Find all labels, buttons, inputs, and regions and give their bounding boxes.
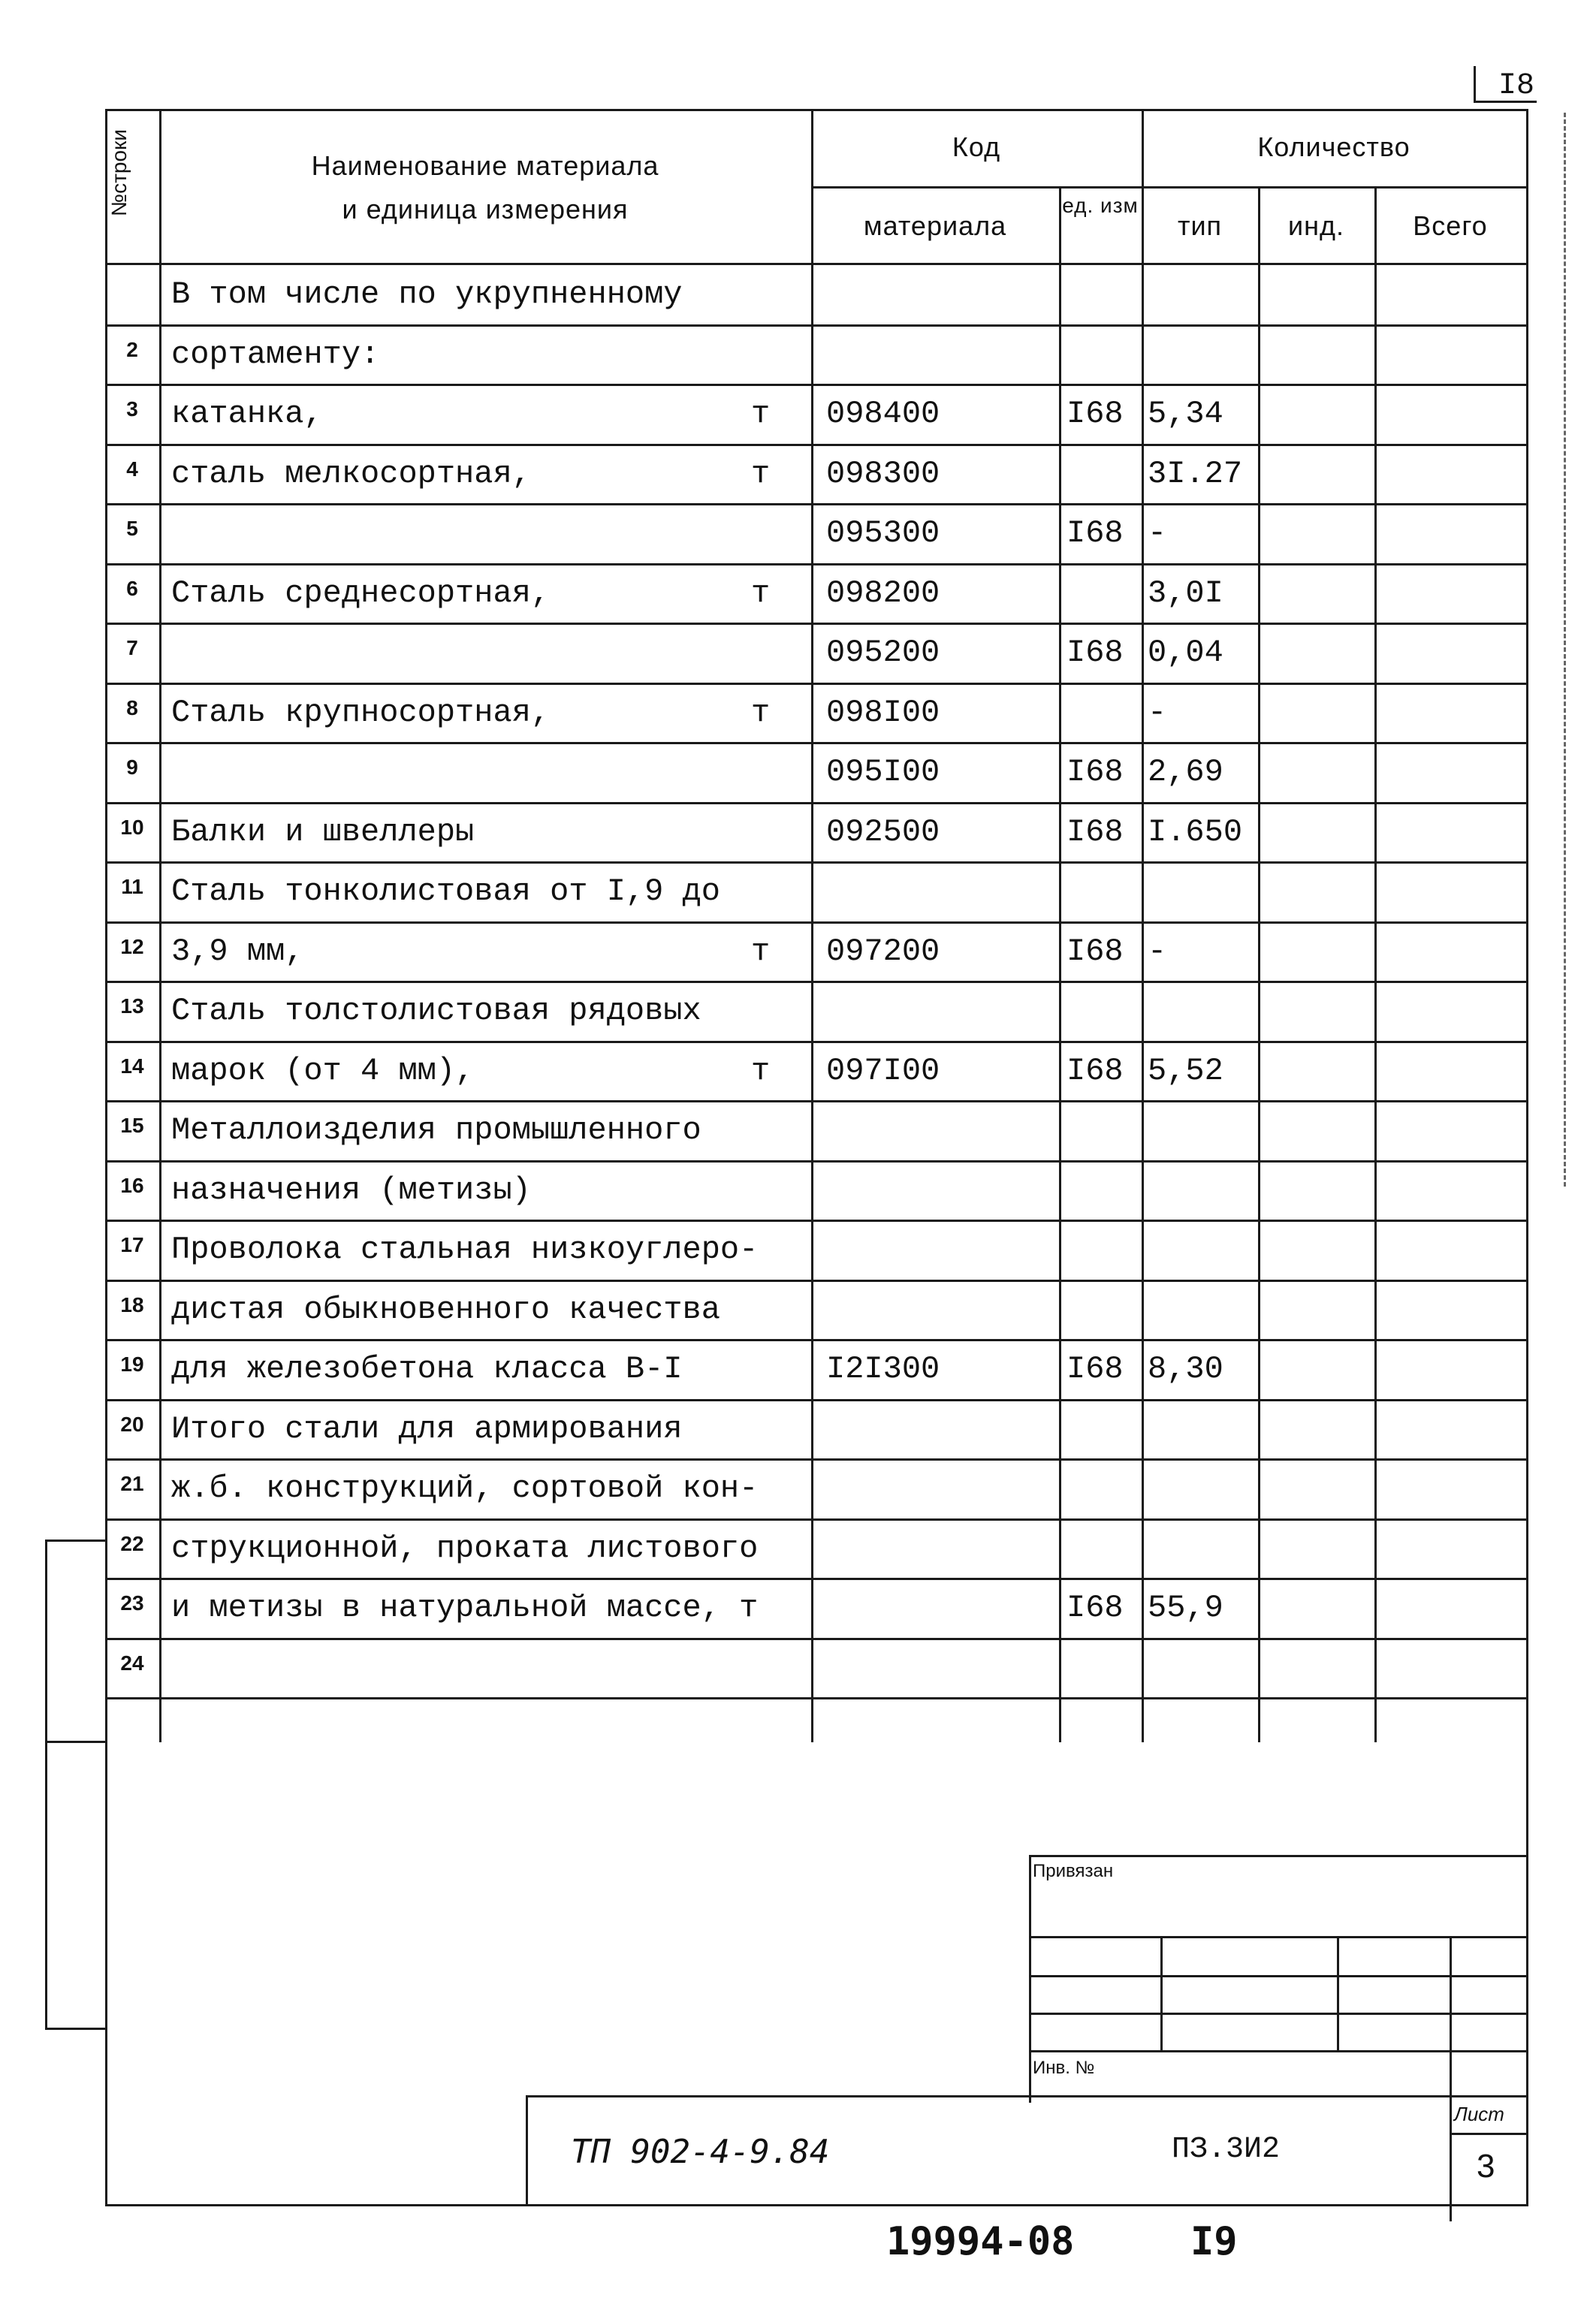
row-number: 22 <box>120 1531 144 1555</box>
name-header: Наименование материала <box>311 150 659 181</box>
table-row <box>0 683 1596 743</box>
row-number: 23 <box>120 1591 144 1615</box>
row-number: 19 <box>120 1353 144 1376</box>
sheet-label: Лист <box>1454 2103 1504 2125</box>
footer-archive-number: 19994-08 <box>886 2219 1075 2264</box>
measure-unit: т <box>751 455 771 492</box>
table-row <box>0 802 1596 862</box>
material-name: Сталь толстолистовая рядовых <box>171 993 701 1029</box>
footer-page-number: I9 <box>1190 2219 1238 2264</box>
quantity-type: 3,0I <box>1148 574 1223 611</box>
quantity-type: 5,34 <box>1148 396 1223 432</box>
material-name: струкционной, проката листового <box>171 1530 759 1567</box>
material-code: 097I00 <box>826 1052 940 1089</box>
material-code: 098I00 <box>826 694 940 731</box>
measure-unit: т <box>751 1052 771 1089</box>
row-number: 8 <box>126 695 138 719</box>
row-number: 18 <box>120 1292 144 1316</box>
row-number: 9 <box>126 755 138 779</box>
row-number: 17 <box>120 1233 144 1256</box>
material-code: 095300 <box>826 515 940 551</box>
material-code: 092500 <box>826 813 940 850</box>
material-name: назначения (метизы) <box>171 1172 531 1208</box>
qty-group-header: Количество <box>1257 131 1410 162</box>
measure-unit: т <box>751 574 771 611</box>
material-code: 098300 <box>826 455 940 492</box>
material-name: Балки и швеллеры <box>171 813 475 850</box>
material-name: Итого стали для армирования <box>171 1410 683 1447</box>
row-number-header: №строки <box>107 129 131 216</box>
material-name: катанка, <box>171 396 323 432</box>
code-unit-header: ед. изм <box>1062 194 1139 217</box>
table-row <box>0 563 1596 623</box>
row-number: 12 <box>120 934 144 958</box>
table-row <box>0 1399 1596 1459</box>
table-row <box>0 1518 1596 1579</box>
inventory-number-label: Инв. № <box>1033 2058 1095 2078</box>
sheet-number: 3 <box>1477 2148 1495 2185</box>
table-row <box>0 623 1596 683</box>
quantity-type: 0,04 <box>1148 635 1223 671</box>
row-number: 21 <box>120 1472 144 1495</box>
quantity-type: - <box>1148 515 1167 551</box>
quantity-type: 3I.27 <box>1148 455 1243 492</box>
qty-total-header: Всего <box>1413 210 1488 241</box>
material-code: 095200 <box>826 635 940 671</box>
page-number-top: I8 <box>1498 69 1535 103</box>
material-name: В том числе по укрупненному <box>171 276 683 312</box>
table-row <box>0 1578 1596 1638</box>
code-material-header: материала <box>863 210 1007 241</box>
table-row <box>0 861 1596 921</box>
table-row <box>0 264 1596 324</box>
qty-type-header: тип <box>1177 210 1223 241</box>
row-number: 20 <box>120 1412 144 1436</box>
qty-ind-header: инд. <box>1288 210 1344 241</box>
material-name: марок (от 4 мм), <box>171 1052 475 1089</box>
material-code: 098200 <box>826 574 940 611</box>
table-row <box>0 1160 1596 1220</box>
material-name: Металлоизделия промышленного <box>171 1112 701 1148</box>
material-code: I2I300 <box>826 1351 940 1387</box>
material-name: для железобетона класса В-I <box>171 1351 683 1387</box>
table-row <box>0 1458 1596 1518</box>
quantity-type: 8,30 <box>1148 1351 1223 1387</box>
row-number: 6 <box>126 576 138 600</box>
row-number: 5 <box>126 517 138 540</box>
table-row <box>0 742 1596 802</box>
row-number: 3 <box>126 397 138 421</box>
row-number: 4 <box>126 457 138 481</box>
code-group-header: Код <box>952 131 1001 162</box>
row-number: 14 <box>120 1054 144 1078</box>
row-number: 7 <box>126 636 138 659</box>
table-row <box>0 324 1596 384</box>
table-row <box>0 1280 1596 1340</box>
material-name: дистая обыкновенного качества <box>171 1291 720 1328</box>
quantity-type: - <box>1148 694 1167 731</box>
material-name: ж.б. конструкций, сортовой кон- <box>171 1470 759 1506</box>
privyazan-label: Привязан <box>1033 1861 1114 1881</box>
unit-code: I68 <box>1067 1351 1124 1387</box>
unit-code: I68 <box>1067 515 1124 551</box>
unit-code: I68 <box>1067 933 1124 970</box>
row-number: 11 <box>121 875 143 898</box>
material-name: Проволока стальная низкоуглеро- <box>171 1232 759 1268</box>
table-row <box>0 1339 1596 1399</box>
quantity-type: 5,52 <box>1148 1052 1223 1089</box>
name-header-line2: и единица измерения <box>342 194 629 225</box>
document-code: ТП 902-4-9.84 <box>571 2133 830 2171</box>
table-row <box>0 1100 1596 1160</box>
row-number: 16 <box>120 1173 144 1197</box>
unit-code: I68 <box>1067 396 1124 432</box>
material-code: 098400 <box>826 396 940 432</box>
material-name: сталь мелкосортная, <box>171 455 531 492</box>
table-row <box>0 1220 1596 1280</box>
quantity-type: I.650 <box>1148 813 1243 850</box>
unit-code: I68 <box>1067 635 1124 671</box>
material-name: Сталь среднесортная, <box>171 574 551 611</box>
material-name: Сталь тонколистовая от I,9 до <box>171 873 720 909</box>
table-row <box>0 444 1596 504</box>
measure-unit: т <box>751 694 771 731</box>
unit-code: I68 <box>1067 1590 1124 1626</box>
row-number: 2 <box>126 337 138 361</box>
material-name: и метизы в натуральной массе, т <box>171 1590 759 1626</box>
table-row <box>0 1041 1596 1101</box>
table-row <box>0 981 1596 1041</box>
material-name: 3,9 мм, <box>171 933 304 970</box>
measure-unit: т <box>751 396 771 432</box>
section-code: ПЗ.3И2 <box>1172 2133 1281 2167</box>
unit-code: I68 <box>1067 813 1124 850</box>
unit-code: I68 <box>1067 1052 1124 1089</box>
row-number: 24 <box>120 1651 144 1675</box>
material-name: Сталь крупносортная, <box>171 694 551 731</box>
quantity-type: 55,9 <box>1148 1590 1223 1626</box>
quantity-type: - <box>1148 933 1167 970</box>
table-row <box>0 1638 1596 1698</box>
table-row <box>0 921 1596 982</box>
material-code: 095I00 <box>826 754 940 790</box>
row-number: 13 <box>120 994 144 1018</box>
material-code: 097200 <box>826 933 940 970</box>
unit-code: I68 <box>1067 754 1124 790</box>
table-row <box>0 503 1596 563</box>
table-row <box>0 384 1596 444</box>
measure-unit: т <box>751 933 771 970</box>
quantity-type: 2,69 <box>1148 754 1223 790</box>
material-name: сортаменту: <box>171 336 380 372</box>
row-number: 10 <box>120 815 144 839</box>
row-number: 15 <box>120 1114 144 1137</box>
